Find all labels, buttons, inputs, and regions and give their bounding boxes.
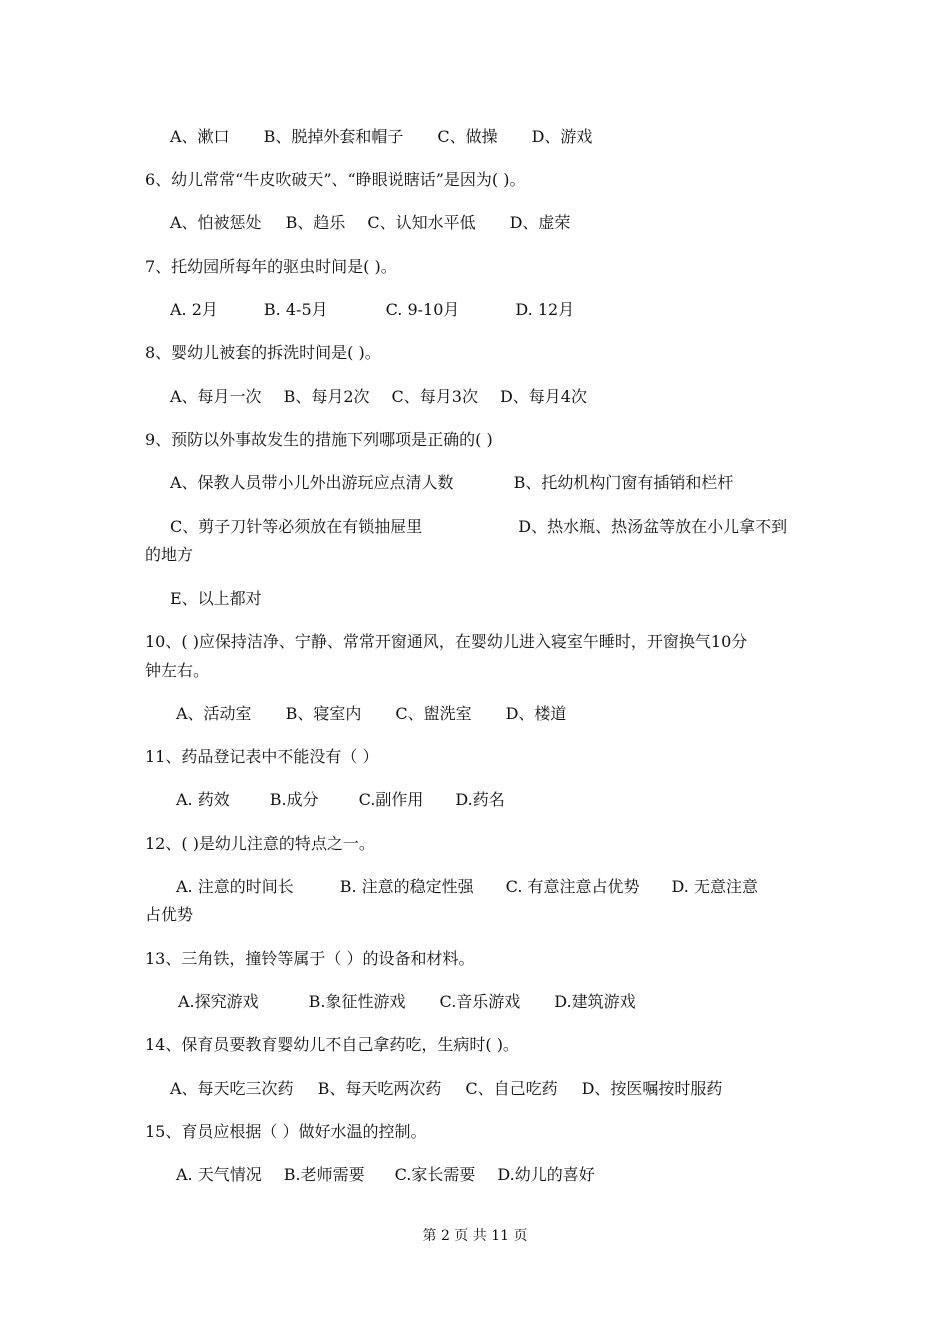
question-10: 10、( )应保持洁净、宁静、常常开窗通风，在婴幼儿进入寝室午睡时，开窗换气10分 bbox=[145, 632, 748, 651]
q12-option-c: C. 有意注意占优势 bbox=[505, 877, 640, 896]
q7-option-a: A. 2月 bbox=[170, 300, 218, 319]
question-12: 12、( )是幼儿注意的特点之一。 bbox=[145, 834, 375, 853]
question-14: 14、保育员要教育婴幼儿不自己拿药吃，生病时( )。 bbox=[145, 1035, 519, 1054]
q9-option-d-continued: 的地方 bbox=[145, 545, 194, 564]
q11-option-c: C.副作用 bbox=[358, 790, 424, 809]
q15-option-b: B.老师需要 bbox=[283, 1165, 365, 1184]
q14-options bbox=[170, 1075, 835, 1103]
q9-option-b: B、托幼机构门窗有插销和栏杆 bbox=[513, 473, 734, 492]
question-13: 13、三角铁，撞铃等属于（ ）的设备和材料。 bbox=[145, 949, 475, 968]
q13-options bbox=[178, 988, 843, 1016]
question-9: 9、预防以外事故发生的措施下列哪项是正确的( ) bbox=[145, 430, 493, 449]
q8-option-b: B、每月2次 bbox=[283, 387, 370, 406]
q8-option-d: D、每月4次 bbox=[499, 387, 587, 406]
q6-option-d: D、虚荣 bbox=[509, 213, 571, 232]
q10-options bbox=[176, 700, 841, 728]
q7-option-b: B. 4-5月 bbox=[263, 300, 328, 319]
q12-options bbox=[176, 873, 841, 901]
q6-option-a: A、怕被惩处 bbox=[170, 213, 262, 232]
q10-option-c: C、盥洗室 bbox=[395, 704, 472, 723]
q13-option-b: B.象征性游戏 bbox=[308, 992, 406, 1011]
question-15: 15、育员应根据（ ）做好水温的控制。 bbox=[145, 1122, 427, 1141]
q11-option-a: A. 药效 bbox=[176, 790, 230, 809]
q9-option-e: E、以上都对 bbox=[170, 589, 262, 608]
question-6: 6、幼儿常常“牛皮吹破天”、“睁眼说瞎话”是因为( )。 bbox=[145, 170, 526, 189]
q12-option-d-continued: 占优势 bbox=[145, 905, 194, 924]
page-footer: 第 2 页 共 11 页 bbox=[422, 1228, 528, 1244]
q14-option-a: A、每天吃三次药 bbox=[170, 1079, 294, 1098]
q9-option-c: C、剪子刀针等必须放在有锁抽屉里 bbox=[170, 517, 423, 536]
question-10-continued: 钟左右。 bbox=[145, 661, 210, 680]
q9-option-a: A、保教人员带小儿外出游玩应点清人数 bbox=[170, 473, 454, 492]
q6-option-c: C、认知水平低 bbox=[367, 213, 476, 232]
question-11: 11、药品登记表中不能没有（ ） bbox=[145, 747, 379, 766]
question-7: 7、托幼园所每年的驱虫时间是( )。 bbox=[145, 257, 397, 276]
q7-option-d: D. 12月 bbox=[515, 300, 575, 319]
q5-options bbox=[170, 123, 835, 151]
q5-option-b: B、脱掉外套和帽子 bbox=[263, 127, 404, 146]
q13-option-d: D.建筑游戏 bbox=[554, 992, 636, 1011]
q10-option-a: A、活动室 bbox=[176, 704, 252, 723]
q13-option-a: A.探究游戏 bbox=[178, 992, 259, 1011]
q12-option-b: B. 注意的稳定性强 bbox=[339, 877, 474, 896]
q5-option-d: D、游戏 bbox=[531, 127, 593, 146]
q6-option-b: B、趋乐 bbox=[285, 213, 346, 232]
q8-options bbox=[170, 383, 835, 411]
q10-option-b: B、寝室内 bbox=[285, 704, 362, 723]
q12-option-d: D. 无意注意 bbox=[671, 877, 758, 896]
q14-option-c: C、自己吃药 bbox=[465, 1079, 558, 1098]
q12-option-a: A. 注意的时间长 bbox=[176, 877, 294, 896]
q11-options bbox=[176, 786, 841, 814]
q5-option-a: A、漱口 bbox=[170, 127, 230, 146]
q14-option-b: B、每天吃两次药 bbox=[317, 1079, 442, 1098]
q15-options bbox=[176, 1161, 841, 1189]
q13-option-c: C.音乐游戏 bbox=[439, 992, 521, 1011]
q15-option-a: A. 天气情况 bbox=[176, 1165, 262, 1184]
question-8: 8、婴幼儿被套的拆洗时间是( )。 bbox=[145, 343, 381, 362]
q9-options-cd bbox=[170, 513, 835, 541]
q15-option-d: D.幼儿的喜好 bbox=[497, 1165, 595, 1184]
q9-option-d: D、热水瓶、热汤盆等放在小儿拿不到 bbox=[518, 517, 788, 536]
q7-options bbox=[170, 296, 835, 324]
q15-option-c: C.家长需要 bbox=[394, 1165, 476, 1184]
q6-options bbox=[170, 209, 835, 237]
q10-option-d: D、楼道 bbox=[505, 704, 567, 723]
q14-option-d: D、按医嘱按时服药 bbox=[581, 1079, 723, 1098]
q9-options-ab bbox=[170, 469, 835, 497]
q8-option-c: C、每月3次 bbox=[391, 387, 478, 406]
q7-option-c: C. 9-10月 bbox=[385, 300, 460, 319]
q8-option-a: A、每月一次 bbox=[170, 387, 262, 406]
q11-option-d: D.药名 bbox=[455, 790, 505, 809]
q11-option-b: B.成分 bbox=[269, 790, 319, 809]
q5-option-c: C、做操 bbox=[437, 127, 498, 146]
